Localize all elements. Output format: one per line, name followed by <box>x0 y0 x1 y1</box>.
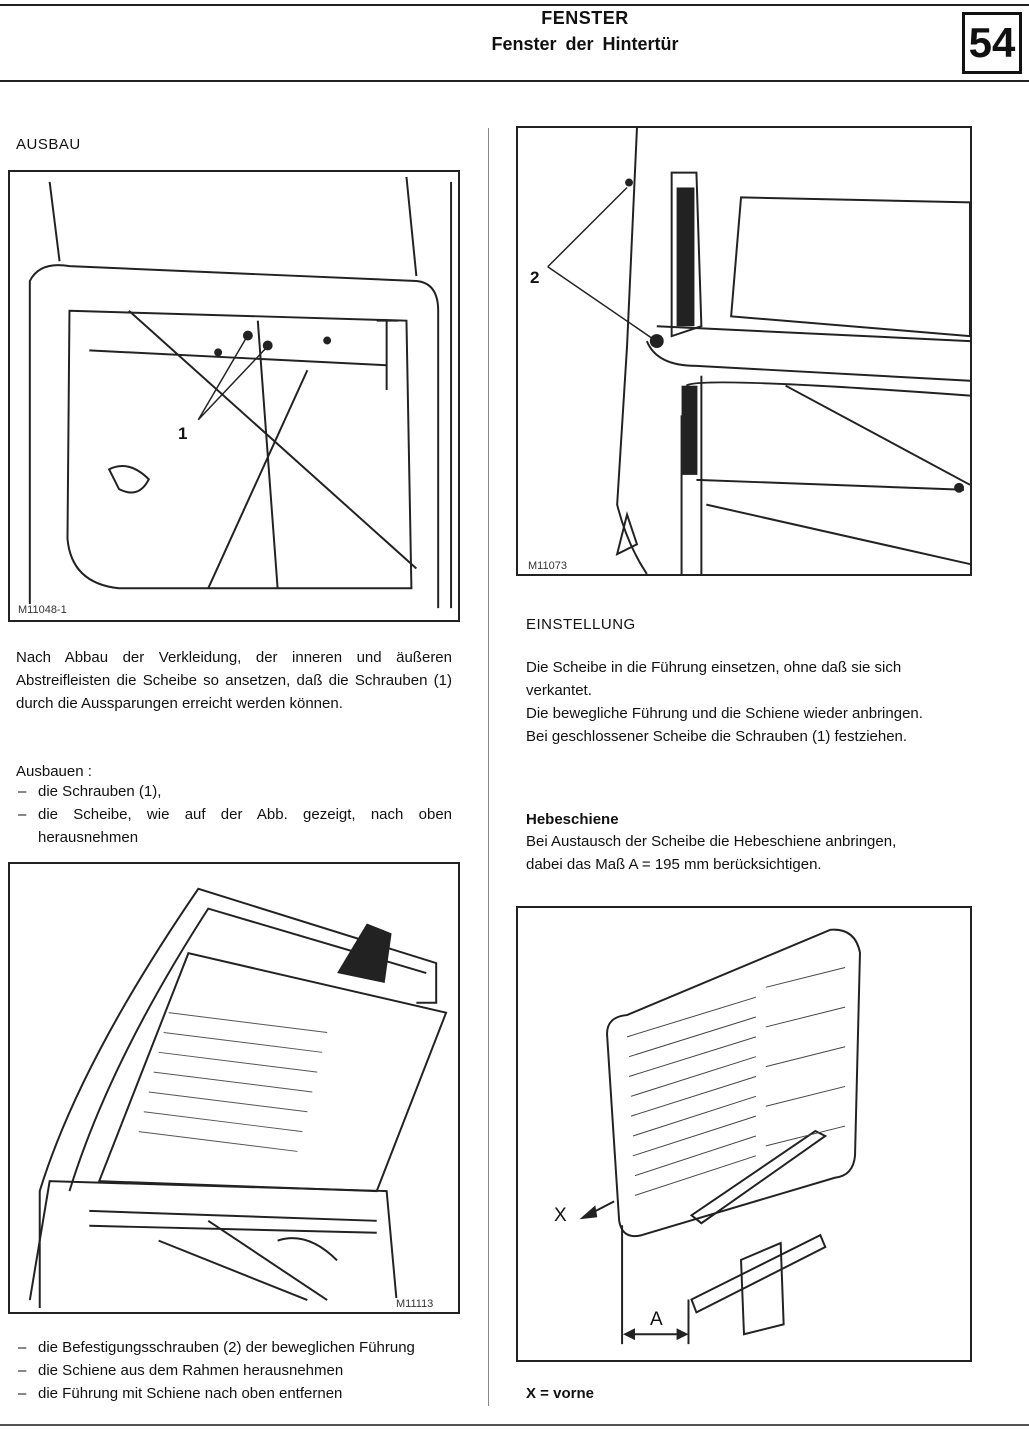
figure-window-removal <box>8 862 460 1314</box>
list-item: – die Führung mit Schiene nach oben entfernen <box>16 1382 452 1405</box>
bottom-list <box>16 1336 452 1405</box>
figure-code: M11113 <box>396 1298 434 1310</box>
figure-lift-rail <box>516 906 972 1362</box>
adjust-text <box>526 656 966 748</box>
footer-rule <box>0 1424 1029 1426</box>
figure-door-frame <box>8 170 460 622</box>
legend-x: X = vorne <box>526 1385 594 1402</box>
header-top-rule <box>0 4 1029 6</box>
callout-1: 1 <box>178 424 188 443</box>
label-a: A <box>650 1309 663 1330</box>
list-item: – die Schiene aus dem Rahmen herausnehmen <box>16 1359 452 1382</box>
door-frame-drawing <box>10 172 458 620</box>
figure-guide-screws <box>516 126 972 576</box>
column-separator <box>488 128 489 1406</box>
adjust-line: Die bewegliche Führung und die Schiene wieder anbringen. <box>526 705 923 722</box>
page-title: FENSTER <box>541 8 629 28</box>
figure-code: M11048-1 <box>18 604 67 616</box>
callout-2: 2 <box>530 268 540 287</box>
adjust-line: Bei geschlossener Scheibe die Schrauben (1) festziehen. <box>526 728 908 745</box>
rail-paragraph: Bei Austausch der Scheibe die Hebeschiene anbringen, dabei das Maß A = 195 mm berücksichtigen. <box>526 833 897 873</box>
lift-rail-drawing <box>518 908 970 1360</box>
page-subtitle: Fenster der Hintertür <box>491 34 679 54</box>
window-removal-drawing <box>10 864 458 1312</box>
list-item: – die Befestigungsschrauben (2) der beweglichen Führung <box>16 1336 452 1359</box>
list-item: – die Schrauben (1), <box>16 780 452 803</box>
adjust-line: Die Scheibe in die Führung einsetzen, ohne daß sie sich verkantet. <box>526 659 902 699</box>
rail-heading: Hebeschiene <box>526 811 619 828</box>
remove-label: Ausbauen : <box>16 763 92 780</box>
label-x: X <box>554 1205 567 1226</box>
chapter-number-box: 54 <box>962 12 1022 74</box>
figure-code: M11073 <box>528 560 567 572</box>
section-heading-ausbau: AUSBAU <box>16 136 81 153</box>
header-rule <box>0 80 1029 82</box>
section-heading-einstellung: EINSTELLUNG <box>526 616 636 633</box>
intro-paragraph: Nach Abbau der Verkleidung, der inneren und äußeren Abstreifleisten die Scheibe so ansetzen, daß die Schrauben (1) durch die Aussparungen erreicht werden können. <box>16 649 452 712</box>
guide-screws-drawing <box>518 128 970 574</box>
remove-list <box>16 780 452 849</box>
list-item: – die Scheibe, wie auf der Abb. gezeigt, nach oben herausnehmen <box>16 803 452 849</box>
